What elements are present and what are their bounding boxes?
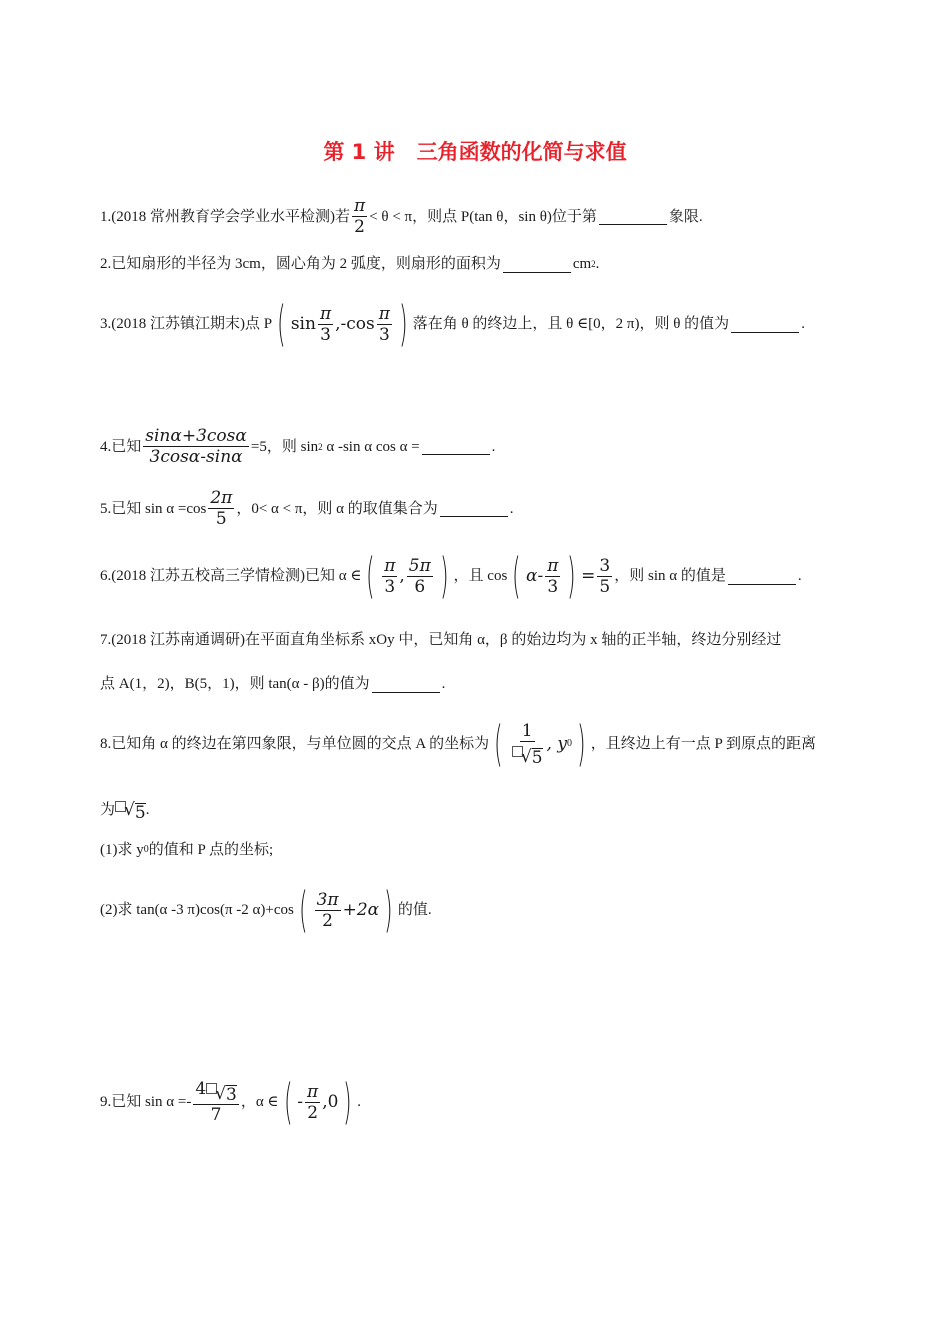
answer-blank[interactable] (440, 500, 508, 517)
question-6: 6.(2018 江苏五校高三学情检测)已知 α ∈ ( $\frac{\pi}{3}$ , $\frac{5\pi}{6}$ ) ，且 cos ( α- $\frac{\pi}{3}$ ) = $\frac{3}{5}$ ，则 sin α 的值是 . (100, 548, 802, 604)
question-8-part-2: (2)求 tan(α -3 π)cos(π -2 α)+cos ( $\frac{3\pi}{2}$ +2α ) 的值. (100, 882, 432, 938)
answer-blank[interactable] (731, 316, 799, 333)
answer-blank[interactable] (599, 208, 667, 225)
question-7-line-2: 点 A(1，2)，B(5，1)，则 tan(α - β)的值为 . (100, 676, 446, 692)
question-7-line-1: 7.(2018 江苏南通调研)在平面直角坐标系 xOy 中，已知角 α，β 的始边均为 x 轴的正半轴，终边分别经过 (100, 632, 782, 648)
answer-blank[interactable] (422, 438, 490, 455)
answer-blank[interactable] (728, 568, 796, 585)
page-title: 第 1 讲 三角函数的化简与求值 (323, 140, 627, 164)
question-8-part-1: (1)求 y 0 的值和 P 点的坐标; (100, 842, 274, 858)
question-8-line-2: 为 √ 5 . (100, 800, 150, 823)
question-2: 2.已知扇形的半径为 3cm，圆心角为 2 弧度，则扇形的面积为 cm 2 . (100, 256, 600, 272)
question-5: 5.已知 sin α =cos $\frac{2\pi}{5}$ ，0< α < π，则 α 的取值集合为 . (100, 488, 514, 529)
question-1: 1.(2018 常州教育学会学业水平检测)若 $\frac{\pi}{2}$ < θ < π，则点 P(tan θ，sin θ)位于第 象限. (100, 196, 703, 237)
question-3: 3.(2018 江苏镇江期末)点 P ( sin $\frac{\pi}{3}$ ,-cos $\frac{\pi}{3}$ ) 落在角 θ 的终边上，且 θ ∈[0，2 π)，则 θ 的值为 . (100, 296, 805, 352)
question-8: 8.已知角 α 的终边在第四象限，与单位圆的交点 A 的坐标为 ( 1 √ 5 , y 0 ) ，且终边上有一点 P 到原点的距离 (100, 716, 816, 772)
question-9: 9.已知 sin α =- 4 √ 3 7 ，α ∈ ( - $\frac{\pi}{2}$ ,0 ) . (100, 1074, 361, 1130)
question-4: 4.已知 $\frac{\sin\alpha+3\cos\alpha}{3\cos\alpha-\sin\alpha}$ =5，则 sin 2 α -sin α cos α = . (100, 426, 496, 467)
answer-blank[interactable] (503, 256, 571, 273)
answer-blank[interactable] (372, 676, 440, 693)
